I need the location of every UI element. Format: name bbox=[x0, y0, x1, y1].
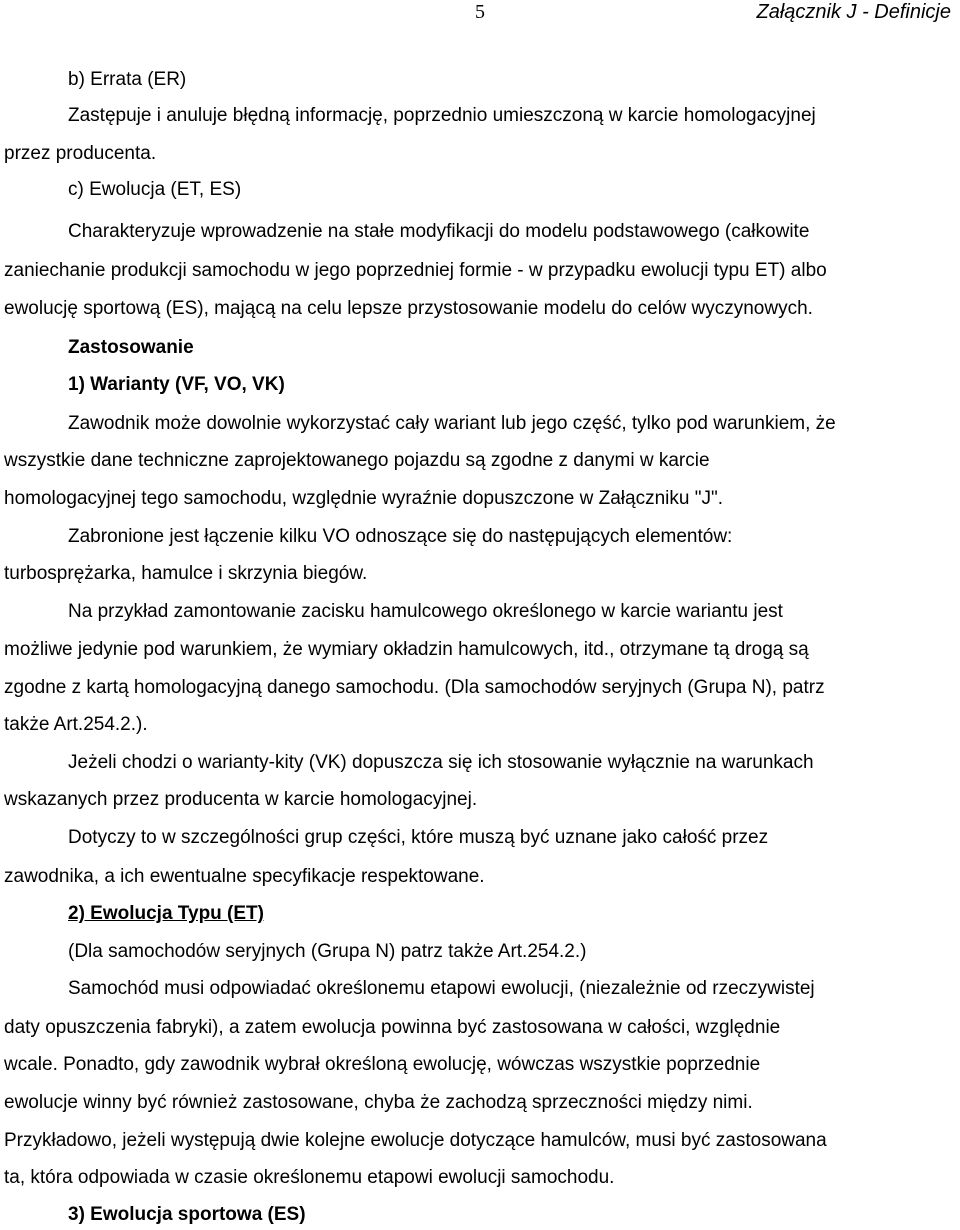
paragraph-line: Na przykład zamontowanie zacisku hamulcowego określonego w karcie wariantu jest bbox=[68, 601, 783, 622]
paragraph-line: ta, która odpowiada w czasie określonemu etapowi ewolucji samochodu. bbox=[4, 1167, 615, 1188]
subsection-heading-ewolucja-sportowa: 3) Ewolucja sportowa (ES) bbox=[68, 1204, 306, 1225]
paragraph-line: Charakteryzuje wprowadzenie na stałe modyfikacji do modelu podstawowego (całkowite bbox=[68, 221, 810, 242]
section-heading-zastosowanie: Zastosowanie bbox=[68, 337, 194, 358]
paragraph-line: Przykładowo, jeżeli występują dwie kolejne ewolucje dotyczące hamulców, musi być zastosowana bbox=[4, 1130, 827, 1151]
paragraph-line: ewolucje winny być również zastosowane, chyba że zachodzą sprzeczności między nimi. bbox=[4, 1092, 753, 1113]
paragraph-line: Jeżeli chodzi o warianty-kity (VK) dopuszcza się ich stosowanie wyłącznie na warunkach bbox=[68, 752, 814, 773]
paragraph-line: możliwe jedynie pod warunkiem, że wymiary okładzin hamulcowych, itd., otrzymane tą drogą są bbox=[4, 639, 809, 660]
paragraph-line: Zabronione jest łączenie kilku VO odnoszące się do następujących elementów: bbox=[68, 526, 733, 547]
paragraph-line: wskazanych przez producenta w karcie homologacyjnej. bbox=[4, 789, 478, 810]
paragraph-line: Dotyczy to w szczególności grup części, które muszą być uznane jako całość przez bbox=[68, 827, 769, 848]
paragraph-line: (Dla samochodów seryjnych (Grupa N) patrz także Art.254.2.) bbox=[68, 941, 587, 962]
paragraph-line: ewolucję sportową (ES), mającą na celu lepsze przystosowanie modelu do celów wyczynowych. bbox=[4, 298, 813, 319]
subsection-heading-warianty: 1) Warianty (VF, VO, VK) bbox=[68, 374, 285, 395]
paragraph-line: przez producenta. bbox=[4, 143, 157, 164]
paragraph-line: Zastępuje i anuluje błędną informację, poprzednio umieszczoną w karcie homologacyjnej bbox=[68, 105, 816, 126]
paragraph-line: Zawodnik może dowolnie wykorzystać cały wariant lub jego część, tylko pod warunkiem, że bbox=[68, 413, 836, 434]
subsection-heading-ewolucja-typu: 2) Ewolucja Typu (ET) bbox=[68, 903, 264, 924]
paragraph-line: turbosprężarka, hamulce i skrzynia biegów. bbox=[4, 563, 368, 584]
page-number: 5 bbox=[475, 1, 485, 23]
section-heading-ewolucja: c) Ewolucja (ET, ES) bbox=[68, 179, 242, 200]
paragraph-line: Samochód musi odpowiadać określonemu etapowi ewolucji, (niezależnie od rzeczywistej bbox=[68, 978, 815, 999]
paragraph-line: wcale. Ponadto, gdy zawodnik wybrał określoną ewolucję, wówczas wszystkie poprzednie bbox=[4, 1054, 761, 1075]
section-heading-errata: b) Errata (ER) bbox=[68, 69, 187, 90]
page-header-title: Załącznik J - Definicje bbox=[756, 1, 951, 23]
paragraph-line: zgodne z kartą homologacyjną danego samochodu. (Dla samochodów seryjnych (Grupa N), patrz bbox=[4, 677, 825, 698]
paragraph-line: zawodnika, a ich ewentualne specyfikacje respektowane. bbox=[4, 866, 485, 887]
paragraph-line: homologacyjnej tego samochodu, względnie wyraźnie dopuszczone w Załączniku "J". bbox=[4, 488, 723, 509]
paragraph-line: daty opuszczenia fabryki), a zatem ewolucja powinna być zastosowana w całości, względnie bbox=[4, 1017, 781, 1038]
paragraph-line: także Art.254.2.). bbox=[4, 714, 148, 735]
paragraph-line: zaniechanie produkcji samochodu w jego poprzedniej formie - w przypadku ewolucji typu ET) albo bbox=[4, 260, 827, 281]
paragraph-line: wszystkie dane techniczne zaprojektowanego pojazdu są zgodne z danymi w karcie bbox=[4, 450, 710, 471]
